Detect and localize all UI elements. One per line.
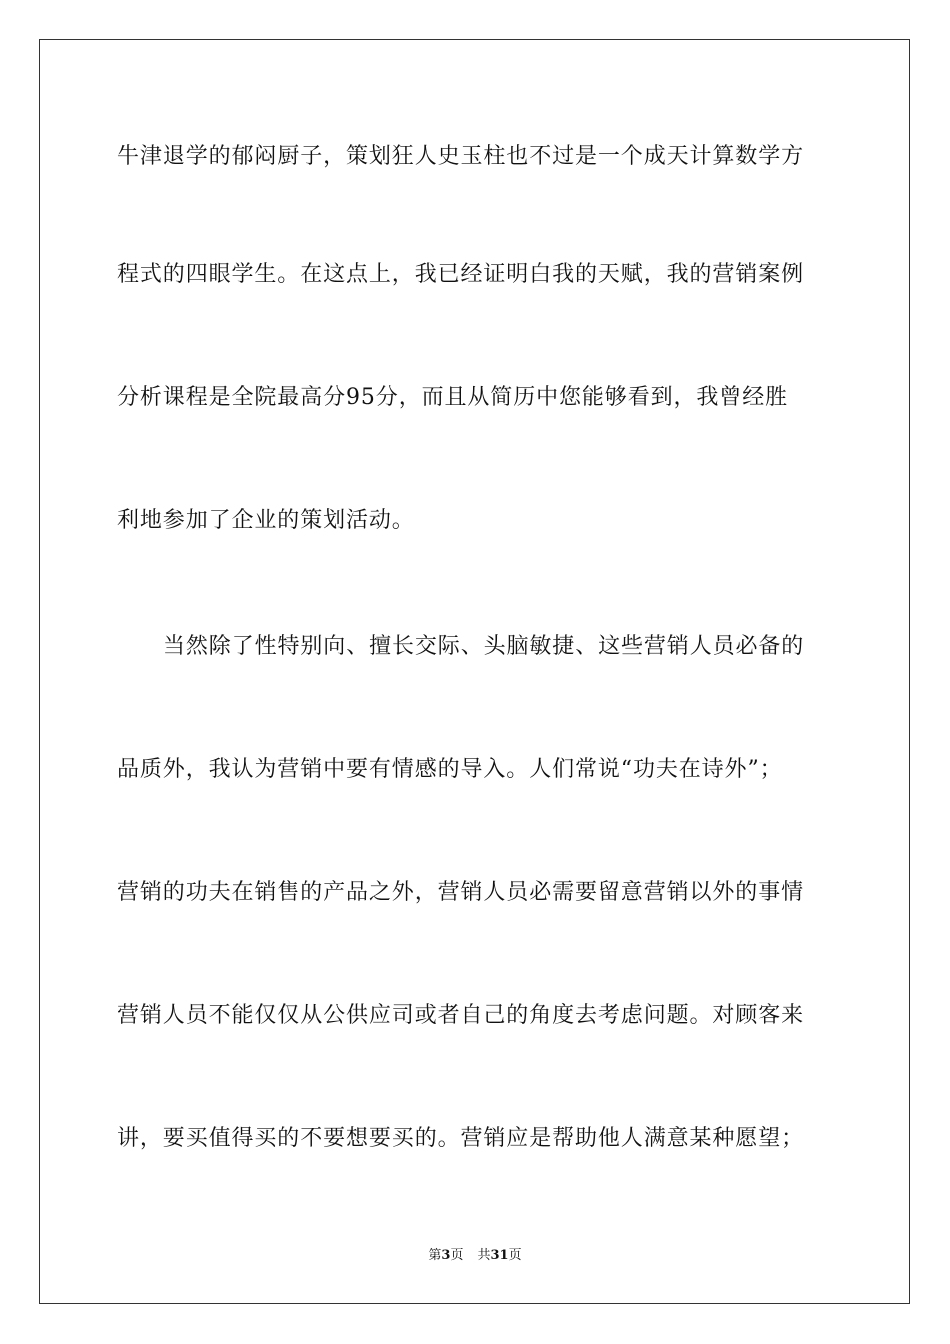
footer-total-pages: 31 (490, 1248, 509, 1263)
body-line-3: 分析课程是全院最高分95分，而且从简历中您能够看到，我曾经胜 (117, 385, 788, 410)
body-line-4: 利地参加了企业的策划活动。 (117, 508, 415, 533)
body-line-2: 程式的四眼学生。在这点上，我已经证明白我的天赋，我的营销案例 (117, 262, 805, 287)
footer-total-prefix: 共 (477, 1248, 491, 1263)
body-line-1: 牛津退学的郁闷厨子，策划狂人史玉柱也不过是一个成天计算数学方 (117, 144, 805, 169)
footer-total-suffix: 页 (508, 1248, 522, 1263)
footer-page-suffix: 页 (450, 1248, 464, 1263)
body-line-6: 品质外，我认为营销中要有情感的导入。人们常说“功夫在诗外”； (117, 757, 783, 782)
footer-page-number: 3 (441, 1248, 451, 1263)
page-footer (0, 1247, 950, 1265)
body-line-5: 当然除了性特别向、擅长交际、头脑敏捷、这些营销人员必备的 (163, 634, 805, 659)
page-border (39, 39, 910, 1304)
footer-page-prefix: 第 (428, 1248, 442, 1263)
body-line-7: 营销的功夫在销售的产品之外，营销人员必需要留意营销以外的事情 (117, 880, 805, 905)
body-line-8: 营销人员不能仅仅从公供应司或者自己的角度去考虑问题。对顾客来 (117, 1003, 805, 1028)
body-line-9: 讲，要买值得买的不要想要买的。营销应是帮助他人满意某种愿望； (117, 1126, 805, 1151)
